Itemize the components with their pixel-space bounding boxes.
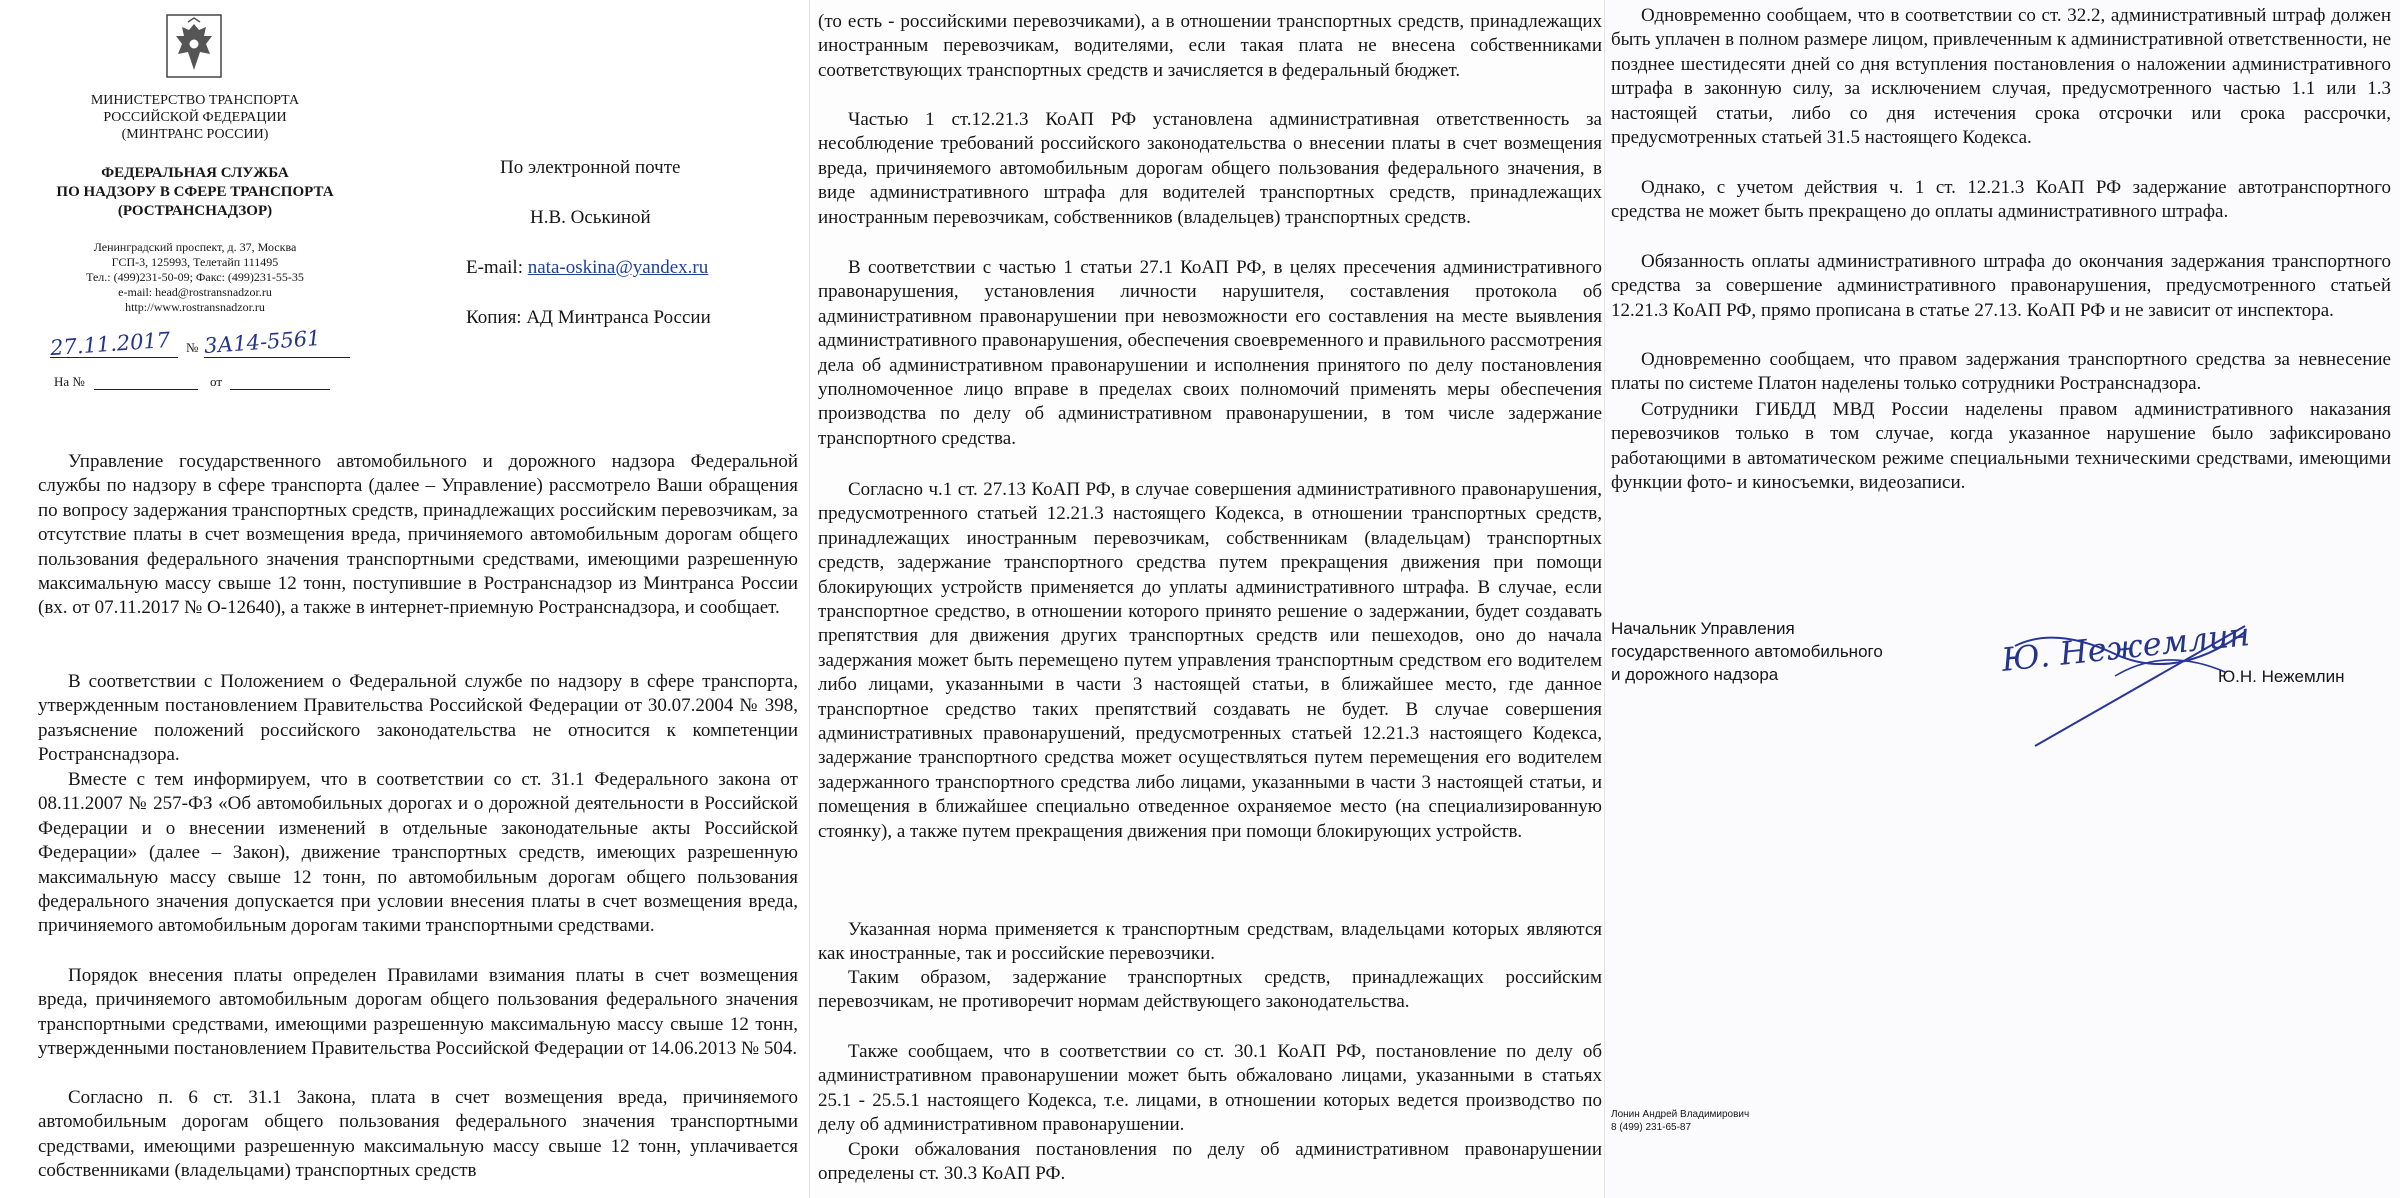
body-paragraph: Частью 1 ст.12.21.3 КоАП РФ установлена административная ответственность за несоблюдение требований российского законодательства о внесении платы в счет возмещения вреда, причиняемого автомобильным дорогам общего пользования федерального значения, в виде административного штрафа для водителей транспортных средств, принадлежащих иностранным перевозчикам, собственников (владельцев) транспортных средств. bbox=[818, 109, 1602, 228]
number-underline bbox=[204, 357, 350, 358]
handwritten-number: 3А14-5561 bbox=[203, 325, 322, 359]
ministry-line: РОССИЙСКОЙ ФЕДЕРАЦИИ bbox=[103, 110, 287, 125]
body-paragraph: Порядок внесения платы определен Правилами взимания платы в счет возмещения вреда, причиняемого автомобильным дорогам общего пользования федерального значения транспортными средствами, имеющими разрешенную максимальную массу свыше 12 тонн, утвержденными постановлением Правительства Российской Федерации от 14.06.2013 № 504. bbox=[38, 965, 798, 1060]
signature-handwriting: Ю. Нежемлин bbox=[1999, 615, 2252, 679]
body-paragraph: В соответствии с Положением о Федеральной службе по надзору в сфере транспорта, утвержденным постановлением Правительства Российской Федерации от 30.07.2004 № 398, разъяснение положений российского законодательства не относится к компетенции Ространснадзора. bbox=[38, 671, 798, 766]
address-line: ГСП-3, 125993, Телетайп 111495 bbox=[111, 255, 279, 269]
body-paragraph: Однако, с учетом действия ч. 1 ст. 12.21.3 КоАП РФ задержание автотранспортного средства не может быть прекращено до оплаты административного штрафа. bbox=[1611, 177, 2391, 223]
body-paragraph: (то есть - российскими перевозчиками), а в отношении транспортных средств, принадлежащих иностранным перевозчикам, водителями, если такая плата не внесена собственниками соответствующих транспортных средств и зачисляется в федеральный бюджет. bbox=[818, 11, 1602, 81]
address-line: e-mail: head@rostransnadzor.ru bbox=[118, 285, 272, 299]
body-paragraph: Сотрудники ГИБДД МВД России наделены правом административного наказания перевозчиков только в том случае, когда указанное нарушение было зафиксировано работающими в автоматическом режиме специальными техническими средствами, имеющими функции фото- и киносъемки, видеозаписи. bbox=[1611, 399, 2391, 494]
body-paragraph: В соответствии с частью 1 статьи 27.1 КоАП РФ, в целях пресечения административного правонарушения, установления личности нарушителя, составления протокола об административном правонарушении при невозможности его составления на месте выявления административного правонарушения, обеспечения своевременного и правильного рассмотрения дела об административном правонарушении и исполнения принятого по делу постановления уполномоченное лицо вправе в пределах своих полномочий применять меры обеспечения производства по делу об административном правонарушении, в том числе задержание транспортного средства. bbox=[818, 257, 1602, 449]
body-paragraph: Одновременно сообщаем, что правом задержания транспортного средства за невнесение платы по системе Платон наделены только сотрудники Ространснадзора. bbox=[1611, 349, 2391, 395]
address-line: http://www.rostransnadzor.ru bbox=[125, 300, 265, 314]
ministry-line: МИНИСТЕРСТВО ТРАНСПОРТА bbox=[90, 93, 300, 108]
letter-page-1 bbox=[0, 0, 810, 1198]
body-paragraph: Сроки обжалования постановления по делу об административном правонарушении определены ст. 30.3 КоАП РФ. bbox=[818, 1139, 1602, 1185]
executor-phone: 8 (499) 231-65-87 bbox=[1611, 1122, 1692, 1133]
ref-number-line bbox=[94, 389, 198, 390]
signatory-title bbox=[1611, 617, 1951, 686]
signatory-name: Ю.Н. Нежемлин bbox=[2218, 667, 2345, 686]
ref-date-line bbox=[230, 389, 330, 390]
body-paragraph: Согласно ч.1 ст. 27.13 КоАП РФ, в случае совершения административного правонарушения, предусмотренного статьей 12.21.3 настоящего Кодекса, в отношении транспортных средств, принадлежащих иностранным перевозчикам, собственникам (владельцам) транспортных средств, задержание транспортного средства путем прекращения движения при помощи блокирующих устройств применяется до уплаты административного штрафа. В случае, если транспортное средство, в отношении которого принято решение о задержании, будет создавать препятствия для движения других транспортных средств или пешеходов, оно до начала задержания может быть перемещено путем управления транспортным средством его водителем либо лицами, указанными в части 3 настоящей статьи, в ближайшее место, где данное транспортное средство таких препятствий создавать не будет. В случае совершения административных правонарушений, предусмотренных статьей 12.21.3 настоящего Кодекса, задержание транспортного средства может осуществляться путем перемещения его водителем задержанного транспортного средства либо лицами, указанными в части 3 настоящей статьи, и помещения в ближайшее специально отведенное охраняемое место (на специализированную стоянку), а также путем прекращения движения при помощи блокирующих устройств. bbox=[818, 479, 1602, 842]
signatory-title-line: и дорожного надзора bbox=[1611, 665, 1779, 684]
body-paragraph: Вместе с тем информируем, что в соответствии со ст. 31.1 Федерального закона от 08.11.2007 № 257-ФЗ «Об автомобильных дорогах и о дорожной деятельности в Российской Федерации и о внесении изменений в отдельные законодательные акты Российской Федерации» (далее – Закон), движение транспортных средств, имеющих разрешенную максимальную массу свыше 12 тонн, по автомобильным дорогам общего пользования федерального значения допускается при условии внесения платы в счет возмещения вреда, причиняемого автомобильным дорогам такими транспортными средствами. bbox=[38, 769, 798, 937]
email-link[interactable]: nata-oskina@yandex.ru bbox=[527, 257, 709, 278]
handwritten-signature bbox=[1995, 606, 2255, 756]
service-line: ФЕДЕРАЛЬНАЯ СЛУЖБА bbox=[101, 165, 289, 181]
delivery-method: По электронной почте bbox=[500, 157, 681, 178]
service-name bbox=[28, 164, 362, 221]
body-paragraph: Согласно п. 6 ст. 31.1 Закона, плата в счет возмещения вреда, причиняемого автомобильным дорогам общего пользования федерального значения транспортными средствами, имеющими разрешенную максимальную массу свыше 12 тонн, уплачивается собственниками (владельцами) транспортных средств bbox=[38, 1087, 798, 1182]
addressee-email bbox=[466, 256, 708, 280]
signatory-title-line: Начальник Управления bbox=[1611, 619, 1795, 638]
ministry-line: (МИНТРАНС РОССИИ) bbox=[121, 127, 269, 142]
body-paragraph: Одновременно сообщаем, что в соответствии со ст. 32.2, административный штраф должен быть уплачен в полном размере лицом, привлеченным к административной ответственности, не позднее шестидесяти дней со дня вступления постановления о наложении административного штрафа в законную силу, за исключением случая, предусмотренного частью 1.1 или 1.3 настоящей статьи, либо со дня истечения срока отсрочки или срока рассрочки, предусмотренных статьей 31.5 настоящего Кодекса. bbox=[1611, 5, 2391, 149]
letter-page-3 bbox=[1605, 0, 2400, 1198]
body-paragraph: Обязанность оплаты административного штрафа до окончания задержания транспортного средства за совершение административного правонарушения, предусмотренного статьей 12.21.3 КоАП РФ, прямо прописана в статье 27.13. КоАП РФ и не зависит от инспектора. bbox=[1611, 251, 2391, 321]
signatory-title-line: государственного автомобильного bbox=[1611, 642, 1883, 661]
number-label: № bbox=[186, 340, 199, 355]
letter-page-2 bbox=[810, 0, 1605, 1198]
address-line: Тел.: (499)231-50-09; Факс: (499)231-55-35 bbox=[86, 270, 304, 284]
address-line: Ленинградский проспект, д. 37, Москва bbox=[93, 240, 297, 254]
service-address bbox=[40, 240, 350, 315]
service-line: ПО НАДЗОРУ В СФЕРЕ ТРАНСПОРТА bbox=[56, 184, 334, 200]
body-paragraph: Указанная норма применяется к транспортным средствам, владельцами которых являются как иностранные, так и российские перевозчики. bbox=[818, 919, 1602, 965]
executor-name: Лонин Андрей Владимирович bbox=[1611, 1109, 1750, 1120]
coat-of-arms-icon bbox=[166, 14, 222, 78]
addressee-name: Н.В. Оськиной bbox=[530, 207, 651, 228]
ministry-name bbox=[40, 92, 350, 143]
body-paragraph: Управление государственного автомобильного и дорожного надзора Федеральной службы по надзору в сфере транспорта (далее – Управление) рассмотрело Ваши обращения по вопросу задержания транспортных средств, принадлежащих российским перевозчикам, за отсутствие платы в счет возмещения вреда, причиняемого автомобильным дорогам общего пользования федерального значения транспортными средствами, имеющими разрешенную максимальную массу свыше 12 тонн, поступившие в Ространснадзор из Минтранса России (вх. от 07.11.2017 № О-12640), а также в интернет-приемную Ространснадзора, и сообщает. bbox=[38, 451, 798, 619]
date-underline bbox=[50, 357, 178, 358]
copy-recipient: Копия: АД Минтранса России bbox=[466, 307, 711, 328]
ref-label-ot: от bbox=[210, 374, 223, 389]
email-label: E-mail: bbox=[466, 257, 523, 278]
service-line: (РОСТРАНСНАДЗОР) bbox=[117, 203, 273, 219]
body-paragraph: Таким образом, задержание транспортных средств, принадлежащих российским перевозчикам, не противоречит нормам действующего законодательства. bbox=[818, 967, 1602, 1013]
body-paragraph: Также сообщаем, что в соответствии со ст. 30.1 КоАП РФ, постановление по делу об административном правонарушении может быть обжаловано лицами, указанными в статьях 25.1 - 25.5.1 настоящего Кодекса, т.е. лицами, в отношении которых ведется производство по делу об административном правонарушении. bbox=[818, 1041, 1602, 1136]
handwritten-date: 27.11.2017 bbox=[49, 327, 171, 361]
ref-label-na: На № bbox=[54, 374, 85, 389]
